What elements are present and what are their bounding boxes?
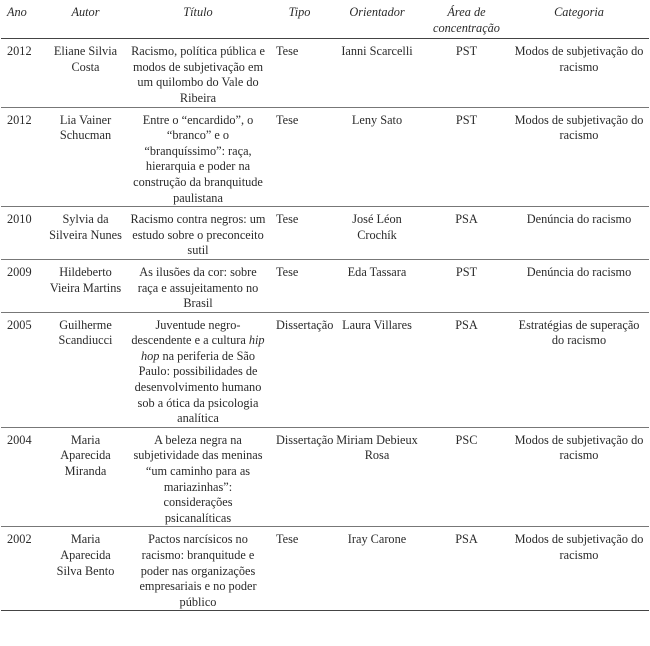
titulo-text-before: Juventude negro-descendente e a cultura [131, 317, 249, 348]
cell-titulo: Pactos narcísicos no racismo: branquitude e poder nas organizações empresariais e no poder público [127, 527, 269, 611]
header-autor: Autor [44, 0, 127, 39]
theses-table [1, 0, 649, 611]
cell-tipo: Tese [269, 39, 330, 107]
cell-categoria: Denúncia do racismo [509, 259, 649, 312]
cell-orientador: Laura Villares [330, 312, 424, 427]
cell-categoria: Modos de subjetivação do racismo [509, 39, 649, 107]
cell-titulo: Racismo, política pública e modos de subjetivação em um quilombo do Vale do Ribeira [127, 39, 269, 107]
cell-area: PSA [424, 312, 509, 427]
cell-ano: 2002 [1, 527, 44, 611]
cell-orientador: Leny Sato [330, 107, 424, 207]
table-header [1, 0, 649, 39]
titulo-text-italic: hip hop [140, 333, 265, 363]
table-row [1, 259, 649, 312]
cell-tipo: Dissertação [269, 312, 330, 427]
cell-autor: Hildeberto Vieira Martins [44, 259, 127, 312]
cell-autor: Maria Aparecida Miranda [44, 427, 127, 527]
table-row [1, 107, 649, 207]
cell-autor: Maria Aparecida Silva Bento [44, 527, 127, 611]
cell-ano: 2010 [1, 207, 44, 260]
cell-tipo: Tese [269, 107, 330, 207]
header-titulo: Título [127, 0, 269, 39]
titulo-text-after: na periferia de São Paulo: possibilidades de desenvolvimento humano sob a ótica da psicologia analítica [134, 348, 262, 426]
cell-area: PSA [424, 207, 509, 260]
cell-area: PST [424, 107, 509, 207]
header-area: Área de concentração [424, 0, 509, 39]
cell-tipo: Tese [269, 259, 330, 312]
cell-categoria: Modos de subjetivação do racismo [509, 527, 649, 611]
cell-titulo: Racismo contra negros: um estudo sobre o preconceito sutil [127, 207, 269, 260]
cell-area: PST [424, 259, 509, 312]
cell-tipo: Tese [269, 527, 330, 611]
cell-ano: 2012 [1, 39, 44, 107]
cell-orientador: Eda Tassara [330, 259, 424, 312]
cell-ano: 2004 [1, 427, 44, 527]
header-tipo: Tipo [269, 0, 330, 39]
table-row [1, 312, 649, 427]
cell-orientador: Iray Carone [330, 527, 424, 611]
cell-tipo: Dissertação [269, 427, 330, 527]
header-categoria: Categoria [509, 0, 649, 39]
cell-titulo: A beleza negra na subjetividade das meninas “um caminho para as mariazinhas”: considerações psicanalíticas [127, 427, 269, 527]
cell-categoria: Modos de subjetivação do racismo [509, 427, 649, 527]
table-row [1, 39, 649, 107]
cell-autor: Guilherme Scandiucci [44, 312, 127, 427]
cell-autor: Eliane Silvia Costa [44, 39, 127, 107]
cell-titulo: As ilusões da cor: sobre raça e assujeitamento no Brasil [127, 259, 269, 312]
cell-area: PST [424, 39, 509, 107]
table-row [1, 427, 649, 527]
cell-tipo: Tese [269, 207, 330, 260]
cell-area: PSC [424, 427, 509, 527]
cell-categoria: Denúncia do racismo [509, 207, 649, 260]
cell-area: PSA [424, 527, 509, 611]
cell-orientador: Miriam Debieux Rosa [330, 427, 424, 527]
cell-ano: 2012 [1, 107, 44, 207]
cell-autor: Lia Vainer Schucman [44, 107, 127, 207]
table-body [1, 39, 649, 611]
cell-orientador: Ianni Scarcelli [330, 39, 424, 107]
cell-ano: 2005 [1, 312, 44, 427]
cell-titulo: Entre o “encardido”, o “branco” e o “branquíssimo”: raça, hierarquia e poder na construção da branquitude paulistana [127, 107, 269, 207]
table-row [1, 527, 649, 611]
cell-categoria: Estratégias de superação do racismo [509, 312, 649, 427]
header-ano: Ano [1, 0, 44, 39]
cell-autor: Sylvia da Silveira Nunes [44, 207, 127, 260]
cell-categoria: Modos de subjetivação do racismo [509, 107, 649, 207]
cell-orientador: José Léon Crochík [330, 207, 424, 260]
header-row [1, 0, 649, 39]
table-row [1, 207, 649, 260]
header-orientador: Orientador [330, 0, 424, 39]
cell-ano: 2009 [1, 259, 44, 312]
cell-titulo [127, 312, 269, 427]
